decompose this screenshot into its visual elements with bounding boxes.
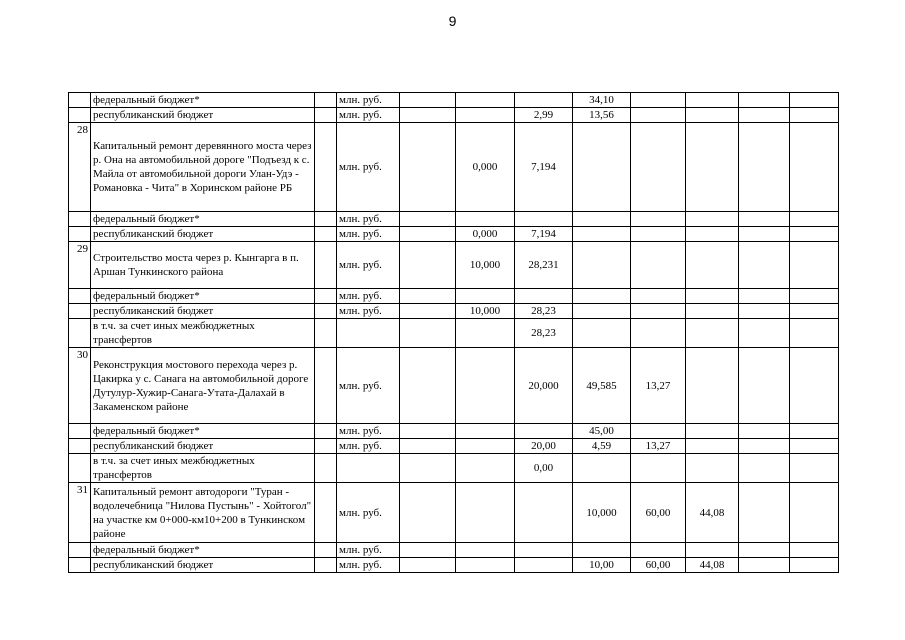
item-name: Капитальный ремонт автодороги "Туран - водолечебница "Нилова Пустынь" - Хойтогол" на участке км 0+000-км10+200 в Тункинском районе <box>91 483 315 543</box>
value-cell <box>456 558 515 573</box>
value-cell <box>686 123 739 212</box>
value-cell <box>400 483 456 543</box>
value-cell <box>790 348 839 424</box>
value-cell <box>790 439 839 454</box>
value-cell <box>515 483 573 543</box>
value-cell <box>515 212 573 227</box>
value-cell <box>400 227 456 242</box>
value-cell <box>456 483 515 543</box>
value-cell: 28,231 <box>515 242 573 289</box>
value-cell <box>790 123 839 212</box>
item-name: в т.ч. за счет иных межбюджетных трансфертов <box>91 319 315 348</box>
item-name: Строительство моста через р. Кынгарга в п. Аршан Тункинского района <box>91 242 315 289</box>
unit-cell: млн. руб. <box>337 304 400 319</box>
unit-cell: млн. руб. <box>337 348 400 424</box>
value-cell <box>631 304 686 319</box>
empty-cell <box>315 348 337 424</box>
value-cell <box>456 424 515 439</box>
value-cell <box>515 543 573 558</box>
value-cell <box>739 454 790 483</box>
table-row <box>69 319 839 348</box>
empty-cell <box>315 108 337 123</box>
value-cell <box>456 108 515 123</box>
value-cell <box>400 108 456 123</box>
table-row <box>69 242 839 289</box>
value-cell <box>400 454 456 483</box>
empty-cell <box>315 558 337 573</box>
empty-cell <box>315 123 337 212</box>
empty-cell <box>315 319 337 348</box>
value-cell <box>631 242 686 289</box>
value-cell <box>739 212 790 227</box>
value-cell <box>456 348 515 424</box>
value-cell <box>739 242 790 289</box>
value-cell <box>686 439 739 454</box>
value-cell: 0,000 <box>456 227 515 242</box>
empty-cell <box>315 289 337 304</box>
row-number <box>69 439 91 454</box>
value-cell <box>515 558 573 573</box>
row-number <box>69 558 91 573</box>
value-cell <box>686 543 739 558</box>
value-cell <box>400 242 456 289</box>
value-cell <box>739 439 790 454</box>
item-name: федеральный бюджет* <box>91 212 315 227</box>
value-cell <box>456 93 515 108</box>
empty-cell <box>315 439 337 454</box>
value-cell <box>456 543 515 558</box>
value-cell: 60,00 <box>631 558 686 573</box>
value-cell <box>631 123 686 212</box>
value-cell <box>631 454 686 483</box>
value-cell: 44,08 <box>686 483 739 543</box>
row-number <box>69 304 91 319</box>
table-row <box>69 424 839 439</box>
row-number: 30 <box>69 348 91 424</box>
table-row <box>69 543 839 558</box>
empty-cell <box>315 242 337 289</box>
value-cell <box>573 454 631 483</box>
budget-table <box>68 92 839 573</box>
value-cell <box>739 348 790 424</box>
value-cell <box>686 227 739 242</box>
value-cell <box>400 93 456 108</box>
value-cell <box>456 212 515 227</box>
value-cell <box>686 454 739 483</box>
row-number <box>69 227 91 242</box>
value-cell <box>739 108 790 123</box>
value-cell <box>631 424 686 439</box>
item-name: федеральный бюджет* <box>91 289 315 304</box>
value-cell <box>400 304 456 319</box>
value-cell <box>686 212 739 227</box>
value-cell: 7,194 <box>515 227 573 242</box>
value-cell <box>790 93 839 108</box>
value-cell: 10,000 <box>573 483 631 543</box>
value-cell <box>790 543 839 558</box>
unit-cell: млн. руб. <box>337 439 400 454</box>
value-cell: 60,00 <box>631 483 686 543</box>
value-cell: 13,27 <box>631 439 686 454</box>
table-row <box>69 212 839 227</box>
empty-cell <box>315 212 337 227</box>
value-cell <box>790 242 839 289</box>
value-cell: 49,585 <box>573 348 631 424</box>
value-cell: 20,000 <box>515 348 573 424</box>
item-name: республиканский бюджет <box>91 304 315 319</box>
value-cell <box>400 424 456 439</box>
row-number <box>69 319 91 348</box>
item-name: республиканский бюджет <box>91 108 315 123</box>
empty-cell <box>315 454 337 483</box>
unit-cell: млн. руб. <box>337 108 400 123</box>
empty-cell <box>315 543 337 558</box>
value-cell <box>686 424 739 439</box>
value-cell: 13,27 <box>631 348 686 424</box>
table-row <box>69 454 839 483</box>
value-cell <box>739 93 790 108</box>
value-cell <box>400 543 456 558</box>
value-cell: 10,000 <box>456 242 515 289</box>
value-cell <box>686 319 739 348</box>
value-cell <box>400 123 456 212</box>
value-cell <box>739 558 790 573</box>
value-cell <box>400 212 456 227</box>
empty-cell <box>315 424 337 439</box>
page-number: 9 <box>448 13 457 29</box>
row-number <box>69 212 91 227</box>
value-cell <box>790 212 839 227</box>
value-cell: 10,000 <box>456 304 515 319</box>
item-name: в т.ч. за счет иных межбюджетных трансфертов <box>91 454 315 483</box>
item-name: федеральный бюджет* <box>91 543 315 558</box>
value-cell: 0,000 <box>456 123 515 212</box>
row-number <box>69 289 91 304</box>
value-cell <box>686 348 739 424</box>
table-row <box>69 483 839 543</box>
row-number: 31 <box>69 483 91 543</box>
value-cell <box>631 93 686 108</box>
table-row <box>69 348 839 424</box>
row-number <box>69 93 91 108</box>
unit-cell: млн. руб. <box>337 483 400 543</box>
value-cell <box>400 348 456 424</box>
value-cell <box>739 123 790 212</box>
value-cell: 34,10 <box>573 93 631 108</box>
value-cell <box>790 483 839 543</box>
table-row <box>69 108 839 123</box>
value-cell <box>739 289 790 304</box>
value-cell <box>686 108 739 123</box>
table-row <box>69 123 839 212</box>
value-cell <box>631 227 686 242</box>
value-cell <box>739 227 790 242</box>
value-cell <box>631 543 686 558</box>
empty-cell <box>315 483 337 543</box>
item-name: республиканский бюджет <box>91 227 315 242</box>
unit-cell <box>337 319 400 348</box>
value-cell: 28,23 <box>515 319 573 348</box>
unit-cell <box>337 454 400 483</box>
value-cell <box>400 439 456 454</box>
value-cell <box>631 108 686 123</box>
unit-cell: млн. руб. <box>337 123 400 212</box>
value-cell <box>686 304 739 319</box>
value-cell: 7,194 <box>515 123 573 212</box>
value-cell <box>790 227 839 242</box>
value-cell <box>573 289 631 304</box>
value-cell <box>456 454 515 483</box>
row-number <box>69 424 91 439</box>
empty-cell <box>315 227 337 242</box>
value-cell <box>631 289 686 304</box>
value-cell <box>573 304 631 319</box>
value-cell <box>573 212 631 227</box>
table-row <box>69 439 839 454</box>
value-cell <box>515 93 573 108</box>
value-cell: 20,00 <box>515 439 573 454</box>
empty-cell <box>315 93 337 108</box>
table-row <box>69 304 839 319</box>
value-cell <box>631 319 686 348</box>
value-cell <box>686 242 739 289</box>
value-cell <box>790 424 839 439</box>
value-cell <box>456 289 515 304</box>
value-cell: 10,00 <box>573 558 631 573</box>
row-number <box>69 454 91 483</box>
table-row <box>69 93 839 108</box>
value-cell: 4,59 <box>573 439 631 454</box>
value-cell <box>790 558 839 573</box>
row-number: 29 <box>69 242 91 289</box>
unit-cell: млн. руб. <box>337 424 400 439</box>
value-cell <box>739 424 790 439</box>
value-cell <box>739 483 790 543</box>
value-cell: 0,00 <box>515 454 573 483</box>
item-name: федеральный бюджет* <box>91 93 315 108</box>
value-cell <box>739 319 790 348</box>
value-cell <box>790 319 839 348</box>
value-cell: 45,00 <box>573 424 631 439</box>
value-cell <box>573 123 631 212</box>
item-name: республиканский бюджет <box>91 439 315 454</box>
table-row <box>69 227 839 242</box>
value-cell <box>515 289 573 304</box>
empty-cell <box>315 304 337 319</box>
unit-cell: млн. руб. <box>337 543 400 558</box>
item-name: республиканский бюджет <box>91 558 315 573</box>
value-cell <box>790 108 839 123</box>
value-cell <box>400 558 456 573</box>
item-name: федеральный бюджет* <box>91 424 315 439</box>
row-number <box>69 108 91 123</box>
unit-cell: млн. руб. <box>337 93 400 108</box>
value-cell <box>631 212 686 227</box>
value-cell: 28,23 <box>515 304 573 319</box>
value-cell <box>739 304 790 319</box>
value-cell <box>686 93 739 108</box>
unit-cell: млн. руб. <box>337 242 400 289</box>
table-row <box>69 558 839 573</box>
value-cell: 44,08 <box>686 558 739 573</box>
value-cell <box>573 543 631 558</box>
row-number: 28 <box>69 123 91 212</box>
value-cell: 13,56 <box>573 108 631 123</box>
unit-cell: млн. руб. <box>337 227 400 242</box>
value-cell <box>790 289 839 304</box>
item-name: Реконструкция мостового перехода через р. Цакирка у с. Санага на автомобильной дороге Дутулур-Хужир-Санага-Утата-Далахай в Закаменском районе <box>91 348 315 424</box>
value-cell <box>573 319 631 348</box>
value-cell <box>790 304 839 319</box>
value-cell <box>573 242 631 289</box>
value-cell <box>456 319 515 348</box>
row-number <box>69 543 91 558</box>
value-cell: 2,99 <box>515 108 573 123</box>
value-cell <box>739 543 790 558</box>
item-name: Капитальный ремонт деревянного моста через р. Она на автомобильной дороге "Подъезд к с. Майла от автомобильной дороги Улан-Удэ - Романовка - Чита" в Хоринском районе РБ <box>91 123 315 212</box>
value-cell <box>400 289 456 304</box>
value-cell <box>573 227 631 242</box>
value-cell <box>456 439 515 454</box>
value-cell <box>790 454 839 483</box>
unit-cell: млн. руб. <box>337 558 400 573</box>
value-cell <box>400 319 456 348</box>
unit-cell: млн. руб. <box>337 212 400 227</box>
unit-cell: млн. руб. <box>337 289 400 304</box>
value-cell <box>686 289 739 304</box>
value-cell <box>515 424 573 439</box>
table-row <box>69 289 839 304</box>
